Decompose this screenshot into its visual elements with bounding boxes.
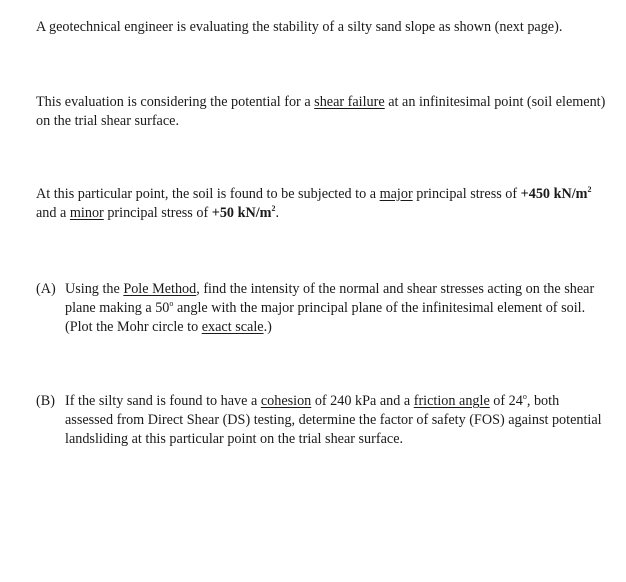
part-b-text: If the silty sand is found to have a cohesion of 240 kPa and a friction angle of 24$^o$, both assessed from Direct Shear (DS) testing, determine the factor of safety (FOS) against potential landsliding at this particular point on the trial shear surface. xyxy=(65,392,602,447)
cohesion-term: cohesion xyxy=(260,393,312,409)
intro-text: A geotechnical engineer is evaluating the stability of a silty sand slope as shown (next page). xyxy=(36,19,563,35)
major-term: major xyxy=(379,186,413,202)
minor-term: minor xyxy=(69,205,104,221)
part-a-text: Using the Pole Method, find the intensity of the normal and shear stresses acting on the shear plane making a 50$^o$ angle with the major principal plane of the infinitesimal element of soil. (Plot the Mohr circle to exact scale.) xyxy=(65,281,595,335)
part-b-marker: (B) xyxy=(36,393,55,409)
major-stress-value: +450 $kN/m^2$ xyxy=(520,185,592,202)
degree-sign: o xyxy=(169,299,174,308)
shear-failure-term: shear failure xyxy=(314,94,385,110)
minor-stress-value: +50 $kN/m^2$ xyxy=(211,204,276,221)
exact-scale-term: exact scale xyxy=(201,319,264,335)
evaluation-paragraph: This evaluation is considering the potential for a shear failure at an infinitesimal point (soil element) on the trial shear surface. xyxy=(36,94,606,129)
intro-paragraph xyxy=(36,18,608,37)
friction-angle-term: friction angle xyxy=(413,393,490,409)
stress-paragraph: At this particular point, the soil is found to be subjected to a major principal stress of +450 $kN/m^2$ and a minor principal stress of +50 $kN/m^2$. xyxy=(36,185,592,221)
part-a-marker: (A) xyxy=(36,281,56,297)
degree-sign: o xyxy=(522,392,527,401)
pole-method-term: Pole Method xyxy=(123,281,197,297)
part-b-question xyxy=(36,392,608,449)
part-a-question xyxy=(36,280,608,337)
